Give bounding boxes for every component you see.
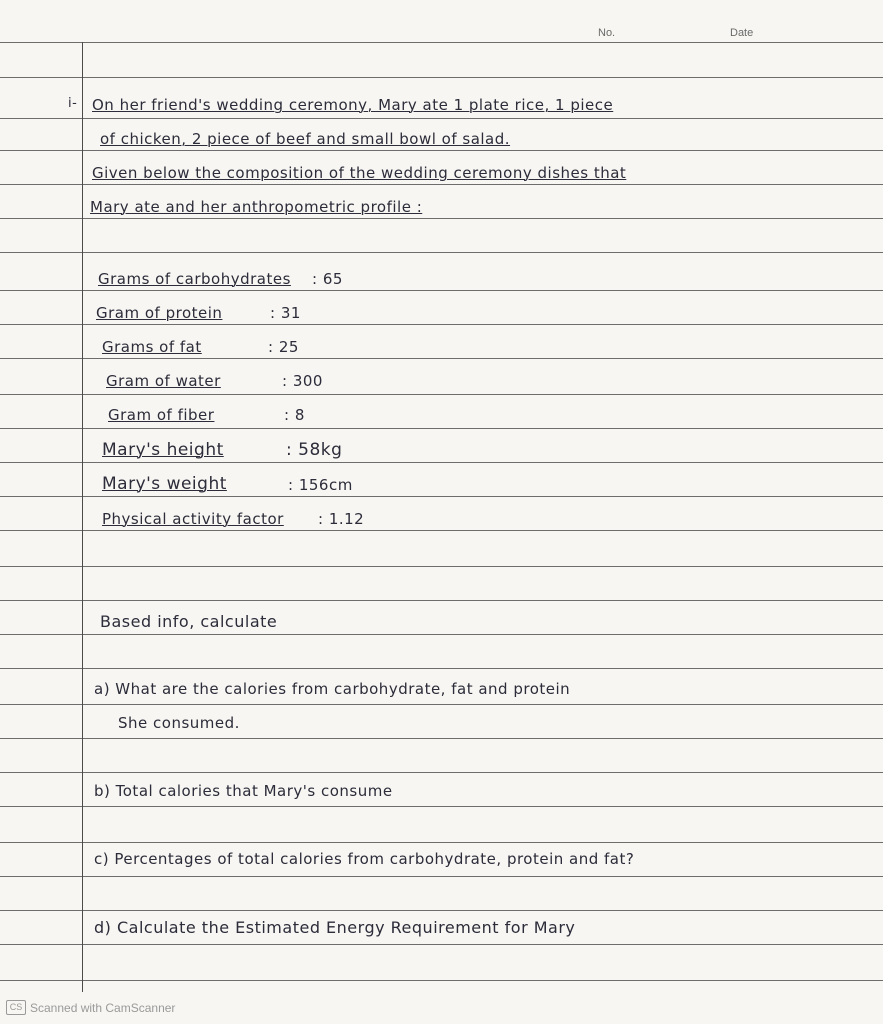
ruled-line <box>0 428 883 429</box>
fact-value: : 58kg <box>286 440 343 460</box>
fact-value: : 8 <box>284 406 305 424</box>
ruled-line <box>0 704 883 705</box>
ruled-line <box>0 738 883 739</box>
ruled-line <box>0 290 883 291</box>
ruled-line <box>0 118 883 119</box>
ruled-line <box>0 806 883 807</box>
part-d: d) Calculate the Estimated Energy Requirement for Mary <box>94 918 576 937</box>
fact-label: Gram of fiber <box>108 406 215 424</box>
ruled-line <box>0 566 883 567</box>
margin-line <box>82 42 83 992</box>
ruled-line <box>0 944 883 945</box>
fact-label: Gram of protein <box>96 304 223 322</box>
ruled-line <box>0 42 883 43</box>
ruled-line <box>0 358 883 359</box>
watermark-text: Scanned with CamScanner <box>30 1000 176 1015</box>
ruled-line <box>0 910 883 911</box>
calculate-prompt: Based info, calculate <box>100 612 278 631</box>
header-no-label: No. <box>598 27 616 39</box>
fact-label: Grams of fat <box>102 338 202 356</box>
ruled-line <box>0 772 883 773</box>
ruled-line <box>0 462 883 463</box>
ruled-line <box>0 668 883 669</box>
ruled-line <box>0 150 883 151</box>
intro-line: On her friend's wedding ceremony, Mary ate 1 plate rice, 1 piece <box>92 96 614 114</box>
fact-label: Grams of carbohydrates <box>98 270 291 288</box>
fact-value: : 25 <box>268 338 299 356</box>
ruled-line <box>0 980 883 981</box>
part-a-continuation: She consumed. <box>118 714 240 732</box>
ruled-line <box>0 218 883 219</box>
intro-line: of chicken, 2 piece of beef and small bowl of salad. <box>100 130 511 148</box>
question-number: i- <box>68 96 78 111</box>
ruled-line <box>0 496 883 497</box>
ruled-line <box>0 600 883 601</box>
fact-value: : 31 <box>270 304 301 322</box>
part-b: b) Total calories that Mary's consume <box>94 782 393 800</box>
fact-label: Mary's weight <box>102 474 227 494</box>
fact-value: : 156cm <box>288 476 353 494</box>
ruled-line <box>0 634 883 635</box>
intro-line: Given below the composition of the wedding ceremony dishes that <box>92 164 627 182</box>
header-date-label: Date <box>730 27 754 39</box>
scanner-watermark <box>6 1000 175 1015</box>
ruled-line <box>0 842 883 843</box>
intro-line: Mary ate and her anthropometric profile : <box>90 198 423 216</box>
fact-value: : 65 <box>312 270 343 288</box>
part-c: c) Percentages of total calories from carbohydrate, protein and fat? <box>94 850 635 868</box>
ruled-line <box>0 876 883 877</box>
ruled-line <box>0 530 883 531</box>
fact-value: : 300 <box>282 372 323 390</box>
fact-value: : 1.12 <box>318 510 365 528</box>
part-a: a) What are the calories from carbohydrate, fat and protein <box>94 680 571 698</box>
fact-label: Mary's height <box>102 440 224 460</box>
ruled-line <box>0 252 883 253</box>
fact-label: Gram of water <box>106 372 221 390</box>
ruled-line <box>0 184 883 185</box>
fact-label: Physical activity factor <box>102 510 284 528</box>
ruled-line <box>0 394 883 395</box>
camscanner-logo-icon: CS <box>6 1000 26 1015</box>
ruled-line <box>0 77 883 78</box>
ruled-line <box>0 324 883 325</box>
